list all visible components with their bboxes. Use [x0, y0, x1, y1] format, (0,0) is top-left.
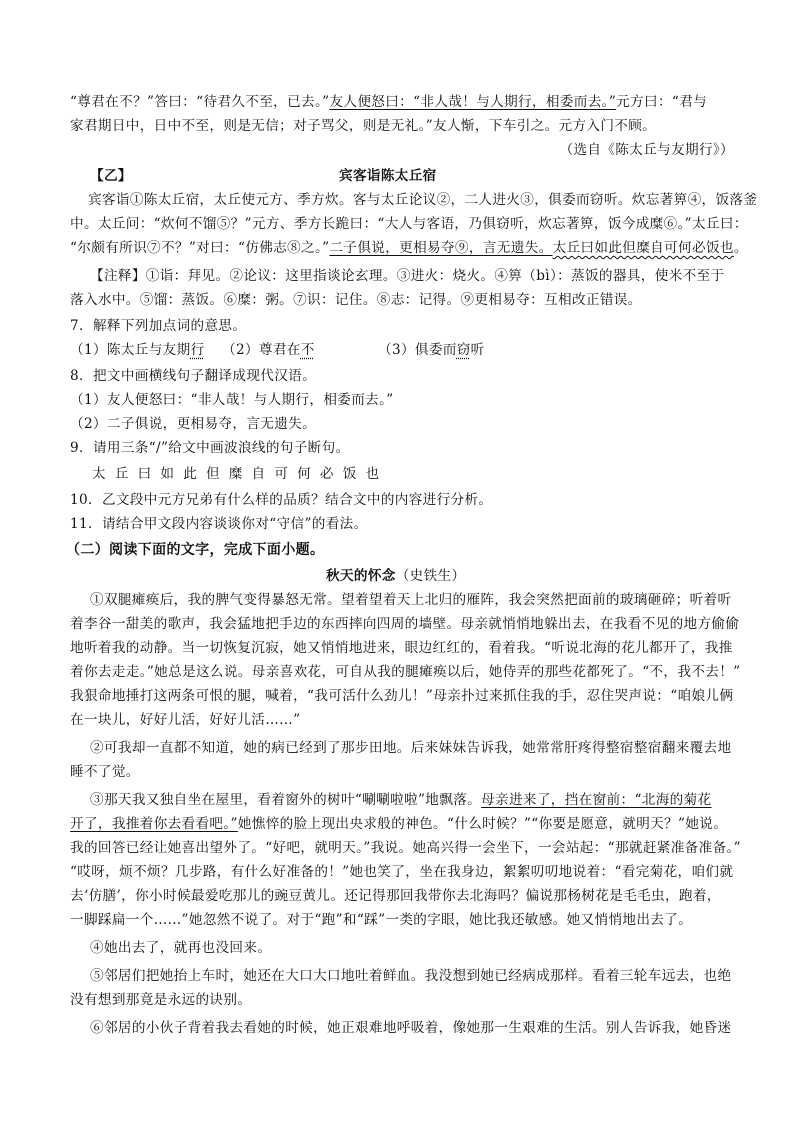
article-p6-line-1: ⑥邻居的小伙子背着我去看她的时候，她正艰难地呼吸着，像她那一生艰难的生活。别人告诉我，她昏迷 — [90, 1020, 732, 1036]
article-p1-line-5: 我狠命地捶打这两条可恨的腿，喊着，“我可活什么劲儿！”母亲扑过来抓住我的手，忍住哭声说：“咱娘儿俩 — [70, 688, 734, 704]
article-p1-line-6: 在一块儿，好好儿活，好好儿活……” — [70, 712, 301, 728]
text-span: 。 — [733, 240, 748, 256]
text-span: 听 — [470, 342, 485, 358]
text-span: （3）俱委而 — [378, 342, 457, 358]
article-p3-line-6: 一脚踩扁一个……”她忽然不说了。对于“跑”和“踩”一类的字眼，她比我还敏感。她又悄悄地出去了。 — [70, 912, 693, 928]
article-p1-line-4: 着你去走走。”她总是这么说。母亲喜欢花，可自从我的腿瘫痪以后，她侍弄的那些花都死了。“不，我不去！” — [70, 664, 741, 680]
article-p3-line-1 — [90, 790, 734, 810]
article-p3-line-2 — [70, 814, 734, 834]
question-10: 10．乙文段中元方兄弟有什么样的品质？结合文中的内容进行分析。 — [70, 492, 493, 508]
article-p2-line-2: 睡不了觉。 — [70, 764, 140, 780]
article-title: 秋天的怀念 — [326, 568, 396, 584]
article-author: （史铁生） — [395, 568, 466, 584]
text-span: 她憔悴的脸上现出央求般的神色。“什么时候？”“你要是愿意，就明天？”她说。 — [237, 816, 728, 832]
text-span: （1）陈太丘与友期 — [70, 342, 191, 358]
article-p3-line-3: 我的回答已经让她喜出望外了。“好吧，就明天。”我说。她高兴得一会坐下，一会站起：“那就赶紧准备准备。” — [70, 840, 741, 856]
dotted-word: 行 — [190, 342, 205, 358]
question-11: 11．请结合甲文段内容谈谈你对“守信”的看法。 — [70, 516, 368, 532]
dotted-word: 窃 — [456, 342, 471, 358]
article-p1-line-1: ①双腿瘫痪后，我的脾气变得暴怒无常。望着望着天上北归的雁阵，我会突然把面前的玻璃砸碎；听着听 — [90, 592, 732, 608]
story-a-line-1 — [70, 92, 734, 112]
story-b-heading — [90, 166, 734, 186]
article-p5-line-1: ⑤邻居们把她抬上车时，她还在大口大口地吐着鲜血。我没想到她已经病成那样。看着三轮车远去，也绝 — [90, 968, 732, 984]
dotted-word: 不 — [300, 342, 315, 358]
story-b-title: 宾客诣陈太丘宿 — [339, 168, 437, 184]
story-a-source: （选自《陈太丘与友期行》） — [559, 142, 734, 158]
underlined-sentence: 开了，我推着你去看看吧。” — [70, 816, 238, 832]
question-7: 7．解释下列加点词的意思。 — [70, 318, 247, 334]
text-span: ③那天我又独自坐在屋里，看着窗外的树叶“唰唰啦啦”地飘落。 — [90, 792, 482, 808]
article-p1-line-3: 地听着我的动静。当一切恢复沉寂，她又悄悄地进来，眼边红红的，看着我。“听说北海的花儿都开了，我推 — [70, 640, 733, 656]
wavy-sentence: 太丘曰如此但糜自可何必饭也 — [552, 240, 734, 256]
story-b-para-3 — [70, 238, 748, 258]
story-a-line-2: 家君期日中，日中不至，则是无信；对子骂父，则是无礼。”友人惭，下车引之。元方入门不顾。 — [70, 118, 657, 134]
section-label: 【乙】 — [90, 168, 132, 184]
text-span: “尊君在不？”答曰：“待君久不至，已去。” — [70, 94, 330, 110]
article-title-line — [326, 566, 626, 586]
text-span: （2）尊君在 — [222, 342, 301, 358]
article-p4: ④她出去了，就再也没回来。 — [90, 940, 272, 956]
article-p5-line-2: 没有想到那竟是永远的诀别。 — [70, 992, 252, 1008]
section-2-heading: （二）阅读下面的文字，完成下面小题。 — [66, 542, 325, 558]
underlined-sentence: 二子俱说，更相易夺⑨，言无遗失。 — [329, 240, 553, 256]
text-span: 元方曰：“君与 — [616, 94, 708, 110]
question-8: 8．把文中画横线句子翻译成现代汉语。 — [70, 368, 317, 384]
article-p1-line-2: 着李谷一甜美的歌声，我会猛地把手边的东西摔向四周的墙壁。母亲就悄悄地躲出去，在我看不见的地方偷偷 — [70, 616, 740, 632]
story-b-para-1: 宾客诣①陈太丘宿，太丘使元方、季方炊。客与太丘论议②，二人进火③，俱委而窃听。炊忘著箅④，饭落釜 — [88, 192, 758, 208]
question-9: 9．请用三条“/”给文中画波浪线的句子断句。 — [70, 440, 350, 456]
article-p3-line-5: 去‘仿膳’，你小时候最爱吃那儿的豌豆黄儿。还记得那回我带你去北海吗？偏说那杨树花是毛毛虫，跑着， — [70, 888, 721, 904]
question-8-2: （2）二子俱说，更相易夺，言无遗失。 — [70, 416, 317, 432]
text-span: “尔颇有所识⑦不？”对曰：“仿佛志⑧之。” — [70, 240, 330, 256]
story-b-note-2: 落入水中。⑤馏：蒸饭。⑥糜：粥。⑦识：记住。⑧志：记得。⑨更相易夺：互相改正错误。 — [70, 292, 642, 308]
underlined-sentence: 友人便怒曰：“非人哉！与人期行，相委而去。” — [329, 94, 617, 110]
article-p2-line-1: ②可我却一直都不知道，她的病已经到了那步田地。后来妹妹告诉我，她常常肝疼得整宿整宿翻来覆去地 — [90, 740, 732, 756]
question-8-1: （1）友人便怒曰：“非人哉！与人期行，相委而去。” — [70, 392, 394, 408]
underlined-sentence: 母亲进来了，挡在窗前：“北海的菊花 — [481, 792, 712, 808]
question-9-sentence: 太丘曰如此但糜自可何必饭也 — [92, 466, 389, 482]
story-b-para-2: 中。太丘问：“炊何不馏⑤？”元方、季方长跪曰：“大人与客语，乃俱窃听，炊忘著箅，饭今成糜⑥。”太丘曰： — [70, 216, 748, 232]
question-7-items — [70, 340, 734, 360]
story-b-note-1: 【注释】①诣：拜见。②论议：这里指谈论玄理。③进火：烧火。④箅（bì）：蒸饭的器具，使米不至于 — [90, 268, 725, 284]
article-p3-line-4: “哎呀，烦不烦？几步路，有什么好准备的！”她也笑了，坐在我身边，絮絮叨叨地说着：“看完菊花，咱们就 — [70, 864, 734, 880]
